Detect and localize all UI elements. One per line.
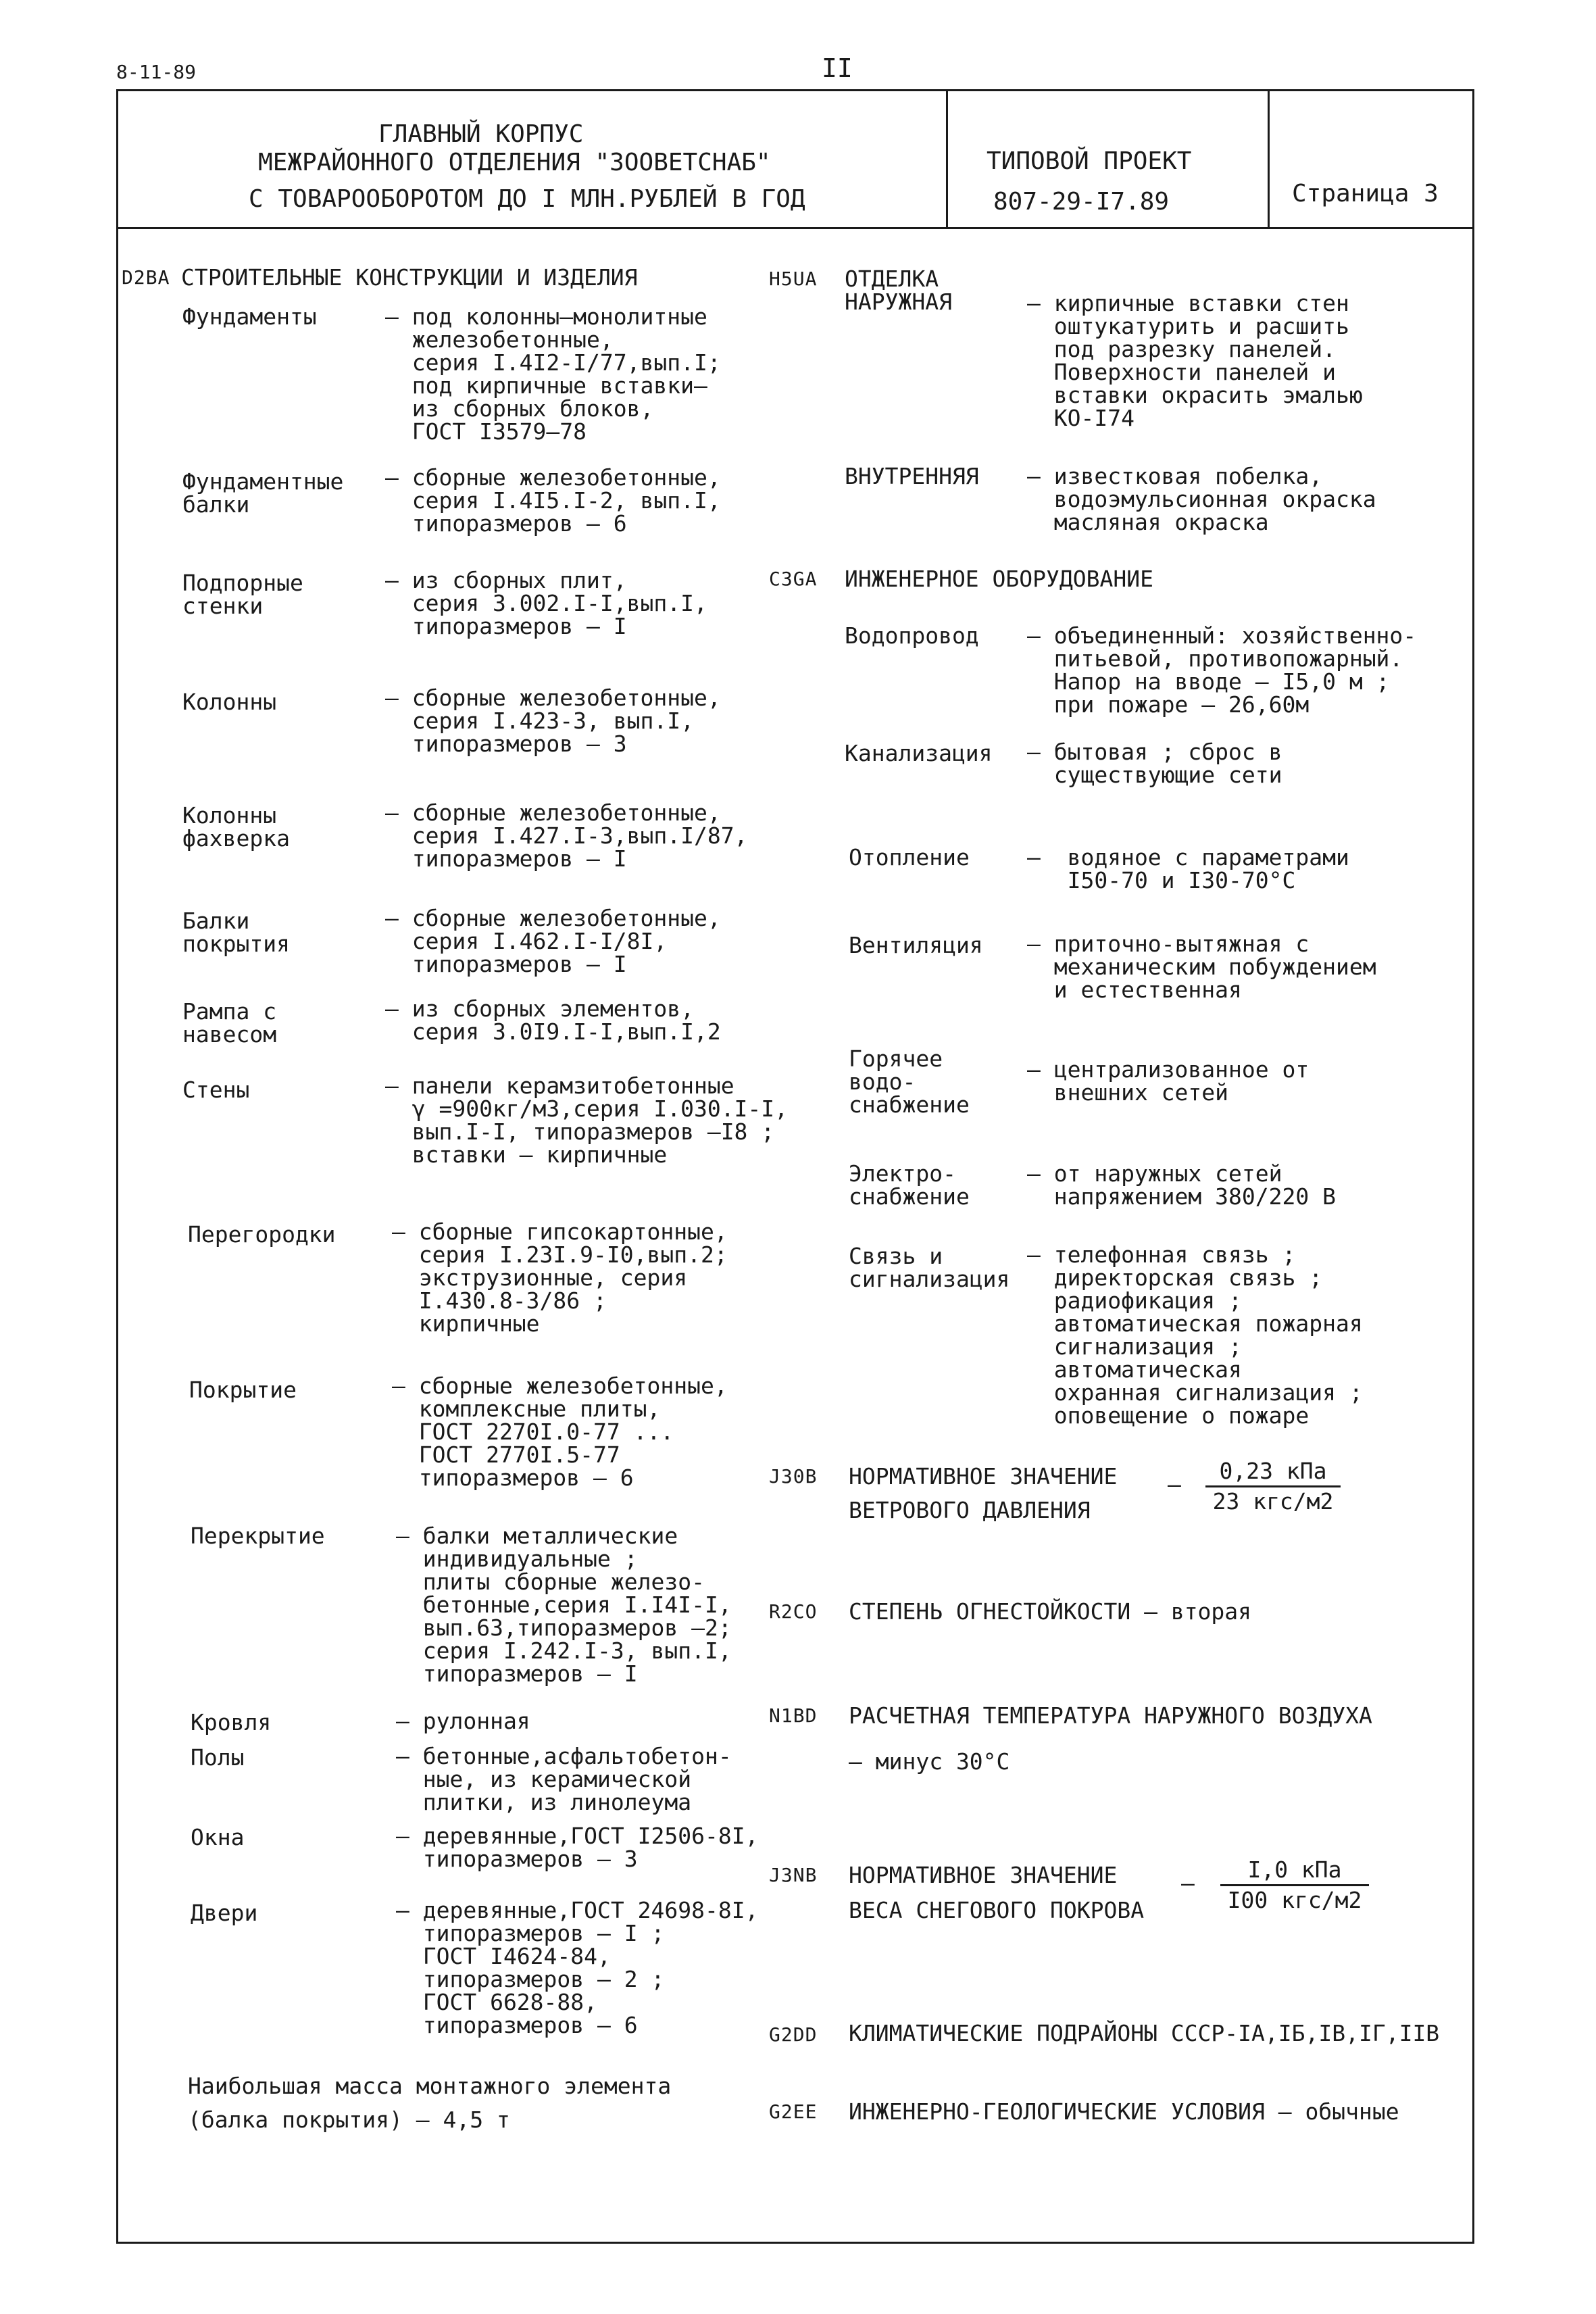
item-label: Перегородки [188,1221,336,1248]
title-block-separator-1 [946,89,948,229]
temp-text: РАСЧЕТНАЯ ТЕМПЕРАТУРА НАРУЖНОГО ВОЗДУХА [849,1702,1372,1729]
section-code: D2BA [122,266,170,289]
snow-dash: – [1181,1870,1195,1896]
fraction-bar [1220,1884,1369,1886]
item-text: – из сборных плит, серия 3.002.I-I,вып.I, типоразмеров – I [385,567,707,639]
finish-inner-text: – известковая побелка, водоэмульсионная окраска масляная окраска [1027,463,1376,535]
engineering-code: C3GA [769,568,818,590]
item-label: Перекрытие [191,1523,325,1549]
title-line-1: ГЛАВНЫЙ КОРПУС [378,120,584,148]
item-text: – деревянные,ГОСТ 24698-8I, типоразмеров – I ; ГОСТ I4624-84, типоразмеров – 2 ; ГОСТ 6628-88, типоразмеров – 6 [396,1897,759,2038]
item-text: – сборные железобетонные, серия I.4I5.I-2, вып.I, типоразмеров – 6 [385,464,721,537]
item-label: Окна [191,1824,245,1850]
item-text: – панели керамзитобетонные γ =900кг/м3,серия I.030.I-I, вып.I-I, типоразмеров –I8 ; вставки – кирпичные [385,1073,789,1168]
item-label: Двери [191,1900,258,1926]
item-label: Фундаментные балки [182,468,344,518]
wind-line-1: НОРМАТИВНОЕ ЗНАЧЕНИЕ [849,1463,1118,1490]
eng-item-text: – телефонная связь ; директорская связь ; радиофикация ; автоматическая пожарная сигнализация ; автоматическая охранная сигнализация ; оповещение о пожаре [1027,1241,1363,1429]
item-text: – сборные железобетонные, серия I.462.I-I/8I, типоразмеров – I [385,905,721,977]
item-label: Подпорные стенки [182,570,303,619]
snow-code: J3NB [769,1864,818,1886]
eng-item-text: – бытовая ; сброс в существующие сети [1027,739,1282,788]
eng-item-label: Электро- снабжение [849,1160,970,1210]
item-label: Колонны [182,689,277,715]
geo-text: ИНЖЕНЕРНО-ГЕОЛОГИЧЕСКИЕ УСЛОВИЯ – обычные [849,2098,1399,2125]
date-mark: 8-11-89 [116,61,197,83]
page-label: Страница 3 [1292,180,1439,207]
item-text: – рулонная [396,1708,530,1734]
fire-text: СТЕПЕНЬ ОГНЕСТОЙКОСТИ – вторая [849,1598,1252,1625]
temp-value: – минус 30°С [849,1748,1010,1775]
item-text: – деревянные,ГОСТ I2506-8I, типоразмеров – 3 [396,1823,759,1872]
title-block-divider [116,227,1474,229]
eng-item-label: Канализация [845,740,993,766]
climate-code: G2DD [769,2023,818,2046]
engineering-title: ИНЖЕНЕРНОЕ ОБОРУДОВАНИЕ [845,566,1153,592]
item-text: – под колонны–монолитные железобетонные, серия I.4I2-I/77,вып.I; под кирпичные вставки– из сборных блоков, ГОСТ I3579–78 [385,303,721,445]
fraction-bar [1205,1485,1341,1487]
snow-line-1: НОРМАТИВНОЕ ЗНАЧЕНИЕ [849,1862,1118,1888]
item-text: – сборные железобетонные, серия I.423-3, вып.I, типоразмеров – 3 [385,685,721,757]
max-mass-line-1: Наибольшая масса монтажного элемента [188,2073,672,2099]
finish-title: ОТДЕЛКА НАРУЖНАЯ [845,266,952,315]
wind-fraction [1205,1460,1341,1513]
temp-code: N1BD [769,1704,818,1727]
snow-numerator: I,0 кПа [1247,1856,1342,1883]
eng-item-label: Вентиляция [849,932,983,958]
project-code: 807-29-I7.89 [993,188,1170,216]
snow-fraction [1220,1858,1369,1912]
item-text: – сборные железобетонные, комплексные плиты, ГОСТ 2270I.0-77 ... ГОСТ 2770I.5-77 типоразмеров – 6 [392,1373,728,1491]
eng-item-text: – от наружных сетей напряжением 380/220 В [1027,1160,1336,1210]
eng-item-label: Водопровод [845,622,979,649]
max-mass-line-2: (балка покрытия) – 4,5 т [188,2107,510,2133]
snow-denominator: I00 кгс/м2 [1227,1887,1362,1913]
item-text: – бетонные,асфальтобетон- ные, из керамической плитки, из линолеума [396,1743,732,1815]
wind-numerator: 0,23 кПа [1219,1458,1327,1484]
finish-code: H5UA [769,268,818,290]
item-label: Полы [191,1744,245,1771]
page-number: II [822,53,853,83]
eng-item-label: Горячее водо- снабжение [849,1045,970,1118]
eng-item-text: – централизованное от внешних сетей [1027,1056,1310,1106]
wind-code: J30B [769,1465,818,1487]
title-block-separator-2 [1268,89,1270,229]
wind-line-2: ВЕТРОВОГО ДАВЛЕНИЯ [849,1497,1091,1523]
fire-code: R2CO [769,1600,818,1623]
item-label: Рампа с навесом [182,998,277,1048]
wind-dash: – [1168,1471,1181,1498]
section-title: СТРОИТЕЛЬНЫЕ КОНСТРУКЦИИ И ИЗДЕЛИЯ [181,264,638,291]
item-label: Колонны фахверка [182,802,290,852]
eng-item-text: – объединенный: хозяйственно- питьевой, противопожарный. Напор на вводе – I5,0 м ; при пожаре – 26,60м [1027,622,1417,718]
project-label: ТИПОВОЙ ПРОЕКТ [987,147,1192,175]
title-line-3: С ТОВАРООБОРОТОМ ДО I МЛН.РУБЛЕЙ В ГОД [249,185,805,213]
geo-code: G2EE [769,2100,818,2123]
item-text: – сборные гипсокартонные, серия I.23I.9-I0,вып.2; экструзионные, серия I.430.8-3/86 ; кирпичные [392,1218,728,1337]
snow-line-2: ВЕСА СНЕГОВОГО ПОКРОВА [849,1897,1145,1923]
wind-denominator: 23 кгс/м2 [1212,1488,1334,1515]
item-text: – балки металлические индивидуальные ; плиты сборные железо- бетонные,серия I.I4I-I, вып.63,типоразмеров –2; серия I.242.I-3, вып.I, типоразмеров – I [396,1523,732,1687]
title-line-2: МЕЖРАЙОННОГО ОТДЕЛЕНИЯ "ЗООВЕТСНАБ" [258,149,771,176]
eng-item-label: Связь и сигнализация [849,1243,1010,1292]
item-text: – сборные железобетонные, серия I.427.I-3,вып.I/87, типоразмеров – I [385,799,748,872]
item-text: – из сборных элементов, серия 3.0I9.I-I,вып.I,2 [385,995,721,1045]
item-label: Балки покрытия [182,908,290,957]
finish-outer-text: – кирпичные вставки стен оштукатурить и расшить под разрезку панелей. Поверхности панелей и вставки окрасить эмалью КО-I74 [1027,290,1363,431]
eng-item-text: – водяное с параметрами I50-70 и I30-70°С [1027,844,1349,893]
eng-item-text: – приточно-вытяжная с механическим побуждением и естественная [1027,931,1376,1003]
item-label: Стены [182,1077,250,1103]
item-label: Кровля [191,1709,272,1736]
climate-text: КЛИМАТИЧЕСКИЕ ПОДРАЙОНЫ СССР-IА,IБ,IВ,IГ,IIВ [849,2020,1440,2046]
item-label: Фундаменты [182,303,317,330]
finish-inner-label: ВНУТРЕННЯЯ [845,463,979,489]
eng-item-label: Отопление [849,844,970,870]
item-label: Покрытие [189,1377,297,1403]
